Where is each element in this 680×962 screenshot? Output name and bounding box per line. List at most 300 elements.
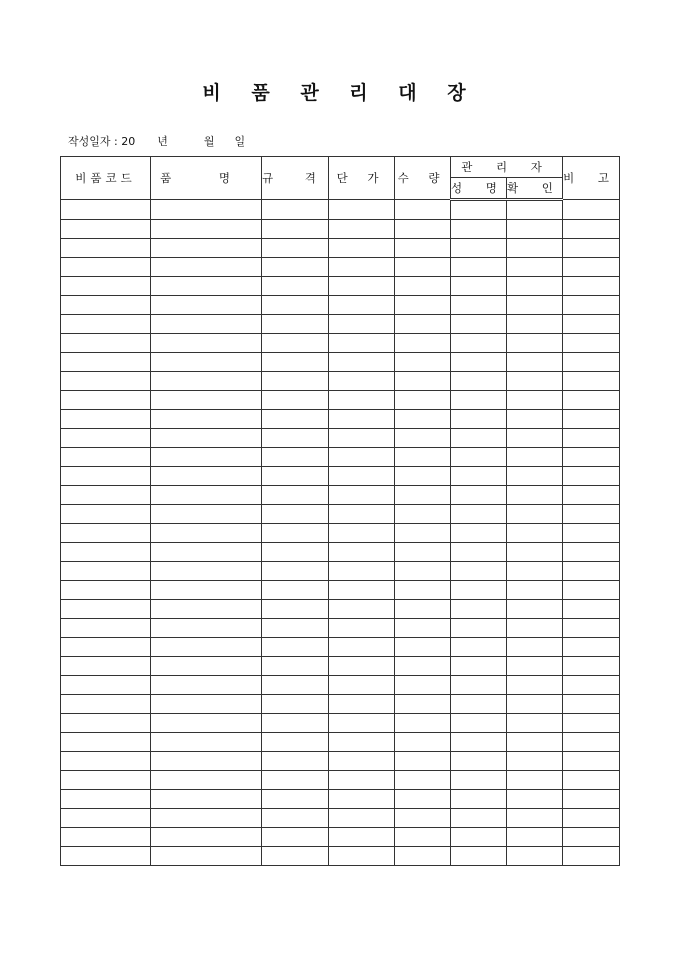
table-cell[interactable]	[563, 676, 620, 695]
table-cell[interactable]	[507, 296, 563, 315]
table-cell[interactable]	[563, 334, 620, 353]
table-cell[interactable]	[563, 258, 620, 277]
table-row	[61, 334, 620, 353]
table-cell[interactable]	[329, 809, 395, 828]
table-cell[interactable]	[507, 391, 563, 410]
table-cell[interactable]	[329, 771, 395, 790]
table-cell[interactable]	[451, 581, 507, 600]
table-cell[interactable]	[451, 277, 507, 296]
table-cell[interactable]	[329, 277, 395, 296]
table-cell[interactable]	[563, 448, 620, 467]
table-cell[interactable]	[262, 676, 329, 695]
table-cell[interactable]	[61, 657, 151, 676]
table-cell[interactable]	[507, 353, 563, 372]
table-cell[interactable]	[507, 448, 563, 467]
table-cell[interactable]	[262, 657, 329, 676]
table-cell[interactable]	[451, 315, 507, 334]
table-cell[interactable]	[329, 581, 395, 600]
table-cell[interactable]	[151, 429, 262, 448]
table-cell[interactable]	[151, 391, 262, 410]
table-cell[interactable]	[451, 676, 507, 695]
table-cell[interactable]	[563, 372, 620, 391]
header-manager-name: 성 명	[451, 178, 507, 200]
table-cell[interactable]	[395, 695, 451, 714]
table-cell[interactable]	[262, 847, 329, 866]
table-cell[interactable]	[451, 847, 507, 866]
table-cell[interactable]	[61, 200, 151, 220]
table-cell[interactable]	[451, 391, 507, 410]
table-cell[interactable]	[395, 315, 451, 334]
table-cell[interactable]	[395, 581, 451, 600]
table-cell[interactable]	[329, 239, 395, 258]
table-cell[interactable]	[151, 200, 262, 220]
table-cell[interactable]	[61, 809, 151, 828]
table-cell[interactable]	[451, 619, 507, 638]
header-quantity: 수 량	[395, 157, 451, 200]
table-cell[interactable]	[395, 847, 451, 866]
table-cell[interactable]	[262, 809, 329, 828]
header-manager: 관 리 자	[451, 157, 563, 178]
table-cell[interactable]	[329, 296, 395, 315]
table-cell[interactable]	[262, 486, 329, 505]
table-cell[interactable]	[395, 296, 451, 315]
table-row	[61, 391, 620, 410]
table-cell[interactable]	[151, 562, 262, 581]
table-cell[interactable]	[61, 676, 151, 695]
table-cell[interactable]	[329, 790, 395, 809]
table-cell[interactable]	[563, 429, 620, 448]
table-cell[interactable]	[395, 220, 451, 239]
table-cell[interactable]	[507, 562, 563, 581]
table-cell[interactable]	[507, 467, 563, 486]
table-cell[interactable]	[395, 828, 451, 847]
table-cell[interactable]	[151, 524, 262, 543]
date-line	[68, 133, 245, 149]
table-cell[interactable]	[507, 752, 563, 771]
table-cell[interactable]	[262, 638, 329, 657]
table-cell[interactable]	[563, 790, 620, 809]
table-cell[interactable]	[563, 315, 620, 334]
table-cell[interactable]	[395, 410, 451, 429]
table-cell[interactable]	[395, 714, 451, 733]
table-cell[interactable]	[451, 239, 507, 258]
table-cell[interactable]	[329, 752, 395, 771]
table-cell[interactable]	[262, 372, 329, 391]
table-cell[interactable]	[329, 619, 395, 638]
table-row	[61, 600, 620, 619]
table-cell[interactable]	[262, 429, 329, 448]
table-cell[interactable]	[61, 619, 151, 638]
table-cell[interactable]	[61, 315, 151, 334]
table-cell[interactable]	[151, 296, 262, 315]
table-row	[61, 695, 620, 714]
table-cell[interactable]	[507, 733, 563, 752]
table-cell[interactable]	[451, 467, 507, 486]
table-cell[interactable]	[395, 619, 451, 638]
table-cell[interactable]	[563, 524, 620, 543]
table-cell[interactable]	[451, 448, 507, 467]
table-cell[interactable]	[395, 657, 451, 676]
table-cell[interactable]	[61, 334, 151, 353]
table-cell[interactable]	[151, 258, 262, 277]
table-cell[interactable]	[451, 353, 507, 372]
table-cell[interactable]	[451, 828, 507, 847]
document-title: 비 품 관 리 대 장	[202, 82, 478, 104]
table-cell[interactable]	[151, 467, 262, 486]
table-cell[interactable]	[262, 543, 329, 562]
table-cell[interactable]	[507, 657, 563, 676]
table-cell[interactable]	[507, 600, 563, 619]
table-cell[interactable]	[61, 752, 151, 771]
table-cell[interactable]	[151, 619, 262, 638]
table-cell[interactable]	[507, 277, 563, 296]
table-cell[interactable]	[451, 429, 507, 448]
table-cell[interactable]	[151, 334, 262, 353]
table-cell[interactable]	[329, 448, 395, 467]
table-cell[interactable]	[563, 714, 620, 733]
table-cell[interactable]	[507, 239, 563, 258]
year-unit: 년	[157, 135, 168, 148]
table-cell[interactable]	[329, 543, 395, 562]
table-cell[interactable]	[329, 524, 395, 543]
table-cell[interactable]	[395, 505, 451, 524]
table-cell[interactable]	[151, 676, 262, 695]
table-cell[interactable]	[451, 771, 507, 790]
table-cell[interactable]	[329, 695, 395, 714]
table-cell[interactable]	[395, 258, 451, 277]
table-cell[interactable]	[262, 448, 329, 467]
table-cell[interactable]	[451, 600, 507, 619]
table-cell[interactable]	[507, 695, 563, 714]
table-cell[interactable]	[262, 695, 329, 714]
table-cell[interactable]	[61, 790, 151, 809]
table-cell[interactable]	[563, 581, 620, 600]
table-cell[interactable]	[329, 220, 395, 239]
table-cell[interactable]	[451, 714, 507, 733]
table-cell[interactable]	[563, 467, 620, 486]
asset-ledger-table	[60, 156, 620, 866]
table-cell[interactable]	[507, 505, 563, 524]
table-cell[interactable]	[451, 372, 507, 391]
table-cell[interactable]	[451, 562, 507, 581]
table-cell[interactable]	[151, 733, 262, 752]
table-cell[interactable]	[507, 638, 563, 657]
table-cell[interactable]	[329, 372, 395, 391]
table-cell[interactable]	[262, 505, 329, 524]
table-cell[interactable]	[151, 809, 262, 828]
table-cell[interactable]	[61, 562, 151, 581]
table-cell[interactable]	[61, 600, 151, 619]
table-cell[interactable]	[61, 429, 151, 448]
table-cell[interactable]	[395, 391, 451, 410]
table-cell[interactable]	[563, 486, 620, 505]
table-cell[interactable]	[507, 486, 563, 505]
table-cell[interactable]	[451, 695, 507, 714]
table-cell[interactable]	[563, 410, 620, 429]
table-cell[interactable]	[61, 258, 151, 277]
table-cell[interactable]	[329, 657, 395, 676]
table-cell[interactable]	[451, 638, 507, 657]
table-cell[interactable]	[395, 524, 451, 543]
table-cell[interactable]	[507, 581, 563, 600]
table-cell[interactable]	[262, 220, 329, 239]
table-cell[interactable]	[451, 200, 507, 220]
table-cell[interactable]	[61, 277, 151, 296]
table-cell[interactable]	[563, 277, 620, 296]
table-cell[interactable]	[262, 200, 329, 220]
table-cell[interactable]	[451, 296, 507, 315]
table-cell[interactable]	[329, 638, 395, 657]
table-row	[61, 448, 620, 467]
table-cell[interactable]	[151, 220, 262, 239]
table-cell[interactable]	[563, 619, 620, 638]
table-cell[interactable]	[262, 581, 329, 600]
table-cell[interactable]	[563, 638, 620, 657]
table-cell[interactable]	[151, 638, 262, 657]
table-cell[interactable]	[151, 581, 262, 600]
table-cell[interactable]	[262, 467, 329, 486]
table-cell[interactable]	[262, 600, 329, 619]
table-cell[interactable]	[329, 467, 395, 486]
table-cell[interactable]	[451, 220, 507, 239]
table-cell[interactable]	[507, 543, 563, 562]
table-cell[interactable]	[61, 296, 151, 315]
table-cell[interactable]	[395, 752, 451, 771]
table-cell[interactable]	[451, 334, 507, 353]
table-cell[interactable]	[61, 448, 151, 467]
table-cell[interactable]	[507, 619, 563, 638]
table-cell[interactable]	[151, 600, 262, 619]
table-cell[interactable]	[507, 714, 563, 733]
table-cell[interactable]	[329, 505, 395, 524]
table-cell[interactable]	[262, 410, 329, 429]
table-cell[interactable]	[507, 258, 563, 277]
table-cell[interactable]	[61, 410, 151, 429]
table-cell[interactable]	[151, 239, 262, 258]
table-cell[interactable]	[563, 828, 620, 847]
table-cell[interactable]	[151, 695, 262, 714]
table-cell[interactable]	[61, 714, 151, 733]
table-cell[interactable]	[61, 638, 151, 657]
table-cell[interactable]	[563, 239, 620, 258]
table-cell[interactable]	[451, 524, 507, 543]
table-cell[interactable]	[61, 467, 151, 486]
table-cell[interactable]	[395, 429, 451, 448]
table-cell[interactable]	[507, 334, 563, 353]
table-cell[interactable]	[151, 486, 262, 505]
table-cell[interactable]	[563, 847, 620, 866]
table-cell[interactable]	[262, 315, 329, 334]
month-unit: 월	[203, 135, 215, 148]
table-cell[interactable]	[262, 790, 329, 809]
table-cell[interactable]	[563, 353, 620, 372]
table-cell[interactable]	[451, 505, 507, 524]
table-cell[interactable]	[262, 258, 329, 277]
table-cell[interactable]	[262, 353, 329, 372]
table-cell[interactable]	[61, 372, 151, 391]
table-cell[interactable]	[262, 334, 329, 353]
table-cell[interactable]	[451, 733, 507, 752]
table-cell[interactable]	[329, 334, 395, 353]
table-cell[interactable]	[151, 752, 262, 771]
table-cell[interactable]	[151, 353, 262, 372]
table-cell[interactable]	[151, 790, 262, 809]
table-cell[interactable]	[451, 657, 507, 676]
table-cell[interactable]	[395, 771, 451, 790]
table-cell[interactable]	[329, 429, 395, 448]
table-cell[interactable]	[61, 847, 151, 866]
table-cell[interactable]	[151, 847, 262, 866]
table-cell[interactable]	[507, 676, 563, 695]
table-cell[interactable]	[395, 600, 451, 619]
table-cell[interactable]	[262, 619, 329, 638]
table-cell[interactable]	[395, 277, 451, 296]
table-cell[interactable]	[262, 296, 329, 315]
table-cell[interactable]	[61, 391, 151, 410]
table-cell[interactable]	[507, 771, 563, 790]
table-row	[61, 524, 620, 543]
table-cell[interactable]	[262, 524, 329, 543]
table-cell[interactable]	[395, 562, 451, 581]
table-cell[interactable]	[395, 239, 451, 258]
table-cell[interactable]	[507, 200, 563, 220]
table-cell[interactable]	[151, 277, 262, 296]
table-cell[interactable]	[329, 562, 395, 581]
table-cell[interactable]	[395, 638, 451, 657]
table-cell[interactable]	[395, 790, 451, 809]
table-cell[interactable]	[262, 562, 329, 581]
table-cell[interactable]	[563, 562, 620, 581]
table-cell[interactable]	[262, 771, 329, 790]
table-cell[interactable]	[329, 391, 395, 410]
table-cell[interactable]	[507, 429, 563, 448]
table-row	[61, 828, 620, 847]
table-cell[interactable]	[61, 733, 151, 752]
table-cell[interactable]	[563, 600, 620, 619]
table-cell[interactable]	[151, 505, 262, 524]
table-cell[interactable]	[507, 828, 563, 847]
table-cell[interactable]	[329, 353, 395, 372]
table-cell[interactable]	[507, 790, 563, 809]
table-cell[interactable]	[507, 847, 563, 866]
table-cell[interactable]	[451, 790, 507, 809]
table-cell[interactable]	[329, 714, 395, 733]
table-cell[interactable]	[329, 410, 395, 429]
table-cell[interactable]	[262, 733, 329, 752]
table-cell[interactable]	[61, 581, 151, 600]
table-cell[interactable]	[329, 847, 395, 866]
table-cell[interactable]	[395, 353, 451, 372]
table-row	[61, 200, 620, 220]
table-cell[interactable]	[451, 258, 507, 277]
table-cell[interactable]	[329, 828, 395, 847]
table-cell[interactable]	[563, 809, 620, 828]
table-cell[interactable]	[151, 828, 262, 847]
table-cell[interactable]	[329, 315, 395, 334]
table-cell[interactable]	[329, 200, 395, 220]
table-cell[interactable]	[329, 600, 395, 619]
table-cell[interactable]	[563, 296, 620, 315]
table-cell[interactable]	[61, 543, 151, 562]
table-cell[interactable]	[61, 524, 151, 543]
table-cell[interactable]	[262, 828, 329, 847]
table-cell[interactable]	[395, 543, 451, 562]
table-cell[interactable]	[507, 524, 563, 543]
table-cell[interactable]	[563, 505, 620, 524]
table-cell[interactable]	[151, 771, 262, 790]
table-cell[interactable]	[563, 391, 620, 410]
table-cell[interactable]	[151, 657, 262, 676]
table-cell[interactable]	[262, 239, 329, 258]
table-cell[interactable]	[451, 486, 507, 505]
table-cell[interactable]	[507, 220, 563, 239]
table-cell[interactable]	[329, 486, 395, 505]
table-cell[interactable]	[395, 486, 451, 505]
table-cell[interactable]	[61, 486, 151, 505]
table-cell[interactable]	[395, 372, 451, 391]
table-cell[interactable]	[151, 543, 262, 562]
table-cell[interactable]	[61, 505, 151, 524]
table-cell[interactable]	[262, 391, 329, 410]
table-cell[interactable]	[151, 372, 262, 391]
table-cell[interactable]	[563, 695, 620, 714]
day-unit: 일	[234, 135, 246, 148]
table-cell[interactable]	[61, 353, 151, 372]
table-cell[interactable]	[262, 277, 329, 296]
table-cell[interactable]	[395, 467, 451, 486]
table-cell[interactable]	[563, 657, 620, 676]
table-cell[interactable]	[507, 315, 563, 334]
table-cell[interactable]	[563, 733, 620, 752]
table-cell[interactable]	[395, 334, 451, 353]
table-cell[interactable]	[563, 752, 620, 771]
table-cell[interactable]	[507, 809, 563, 828]
table-cell[interactable]	[61, 239, 151, 258]
table-cell[interactable]	[395, 200, 451, 220]
table-cell[interactable]	[262, 714, 329, 733]
table-cell[interactable]	[395, 448, 451, 467]
table-cell[interactable]	[451, 809, 507, 828]
table-cell[interactable]	[61, 828, 151, 847]
table-cell[interactable]	[151, 410, 262, 429]
table-cell[interactable]	[395, 676, 451, 695]
table-cell[interactable]	[563, 220, 620, 239]
table-cell[interactable]	[329, 676, 395, 695]
table-cell[interactable]	[262, 752, 329, 771]
table-cell[interactable]	[329, 258, 395, 277]
table-cell[interactable]	[151, 315, 262, 334]
table-row	[61, 258, 620, 277]
table-row	[61, 277, 620, 296]
table-cell[interactable]	[61, 220, 151, 239]
table-cell[interactable]	[507, 372, 563, 391]
table-cell[interactable]	[395, 809, 451, 828]
table-cell[interactable]	[563, 771, 620, 790]
table-cell[interactable]	[451, 752, 507, 771]
table-cell[interactable]	[61, 771, 151, 790]
table-cell[interactable]	[395, 733, 451, 752]
table-cell[interactable]	[507, 410, 563, 429]
table-cell[interactable]	[329, 733, 395, 752]
table-cell[interactable]	[151, 448, 262, 467]
table-cell[interactable]	[151, 714, 262, 733]
table-cell[interactable]	[563, 543, 620, 562]
table-cell[interactable]	[61, 695, 151, 714]
table-cell[interactable]	[451, 410, 507, 429]
table-row	[61, 429, 620, 448]
table-cell[interactable]	[451, 543, 507, 562]
table-cell[interactable]	[563, 200, 620, 220]
